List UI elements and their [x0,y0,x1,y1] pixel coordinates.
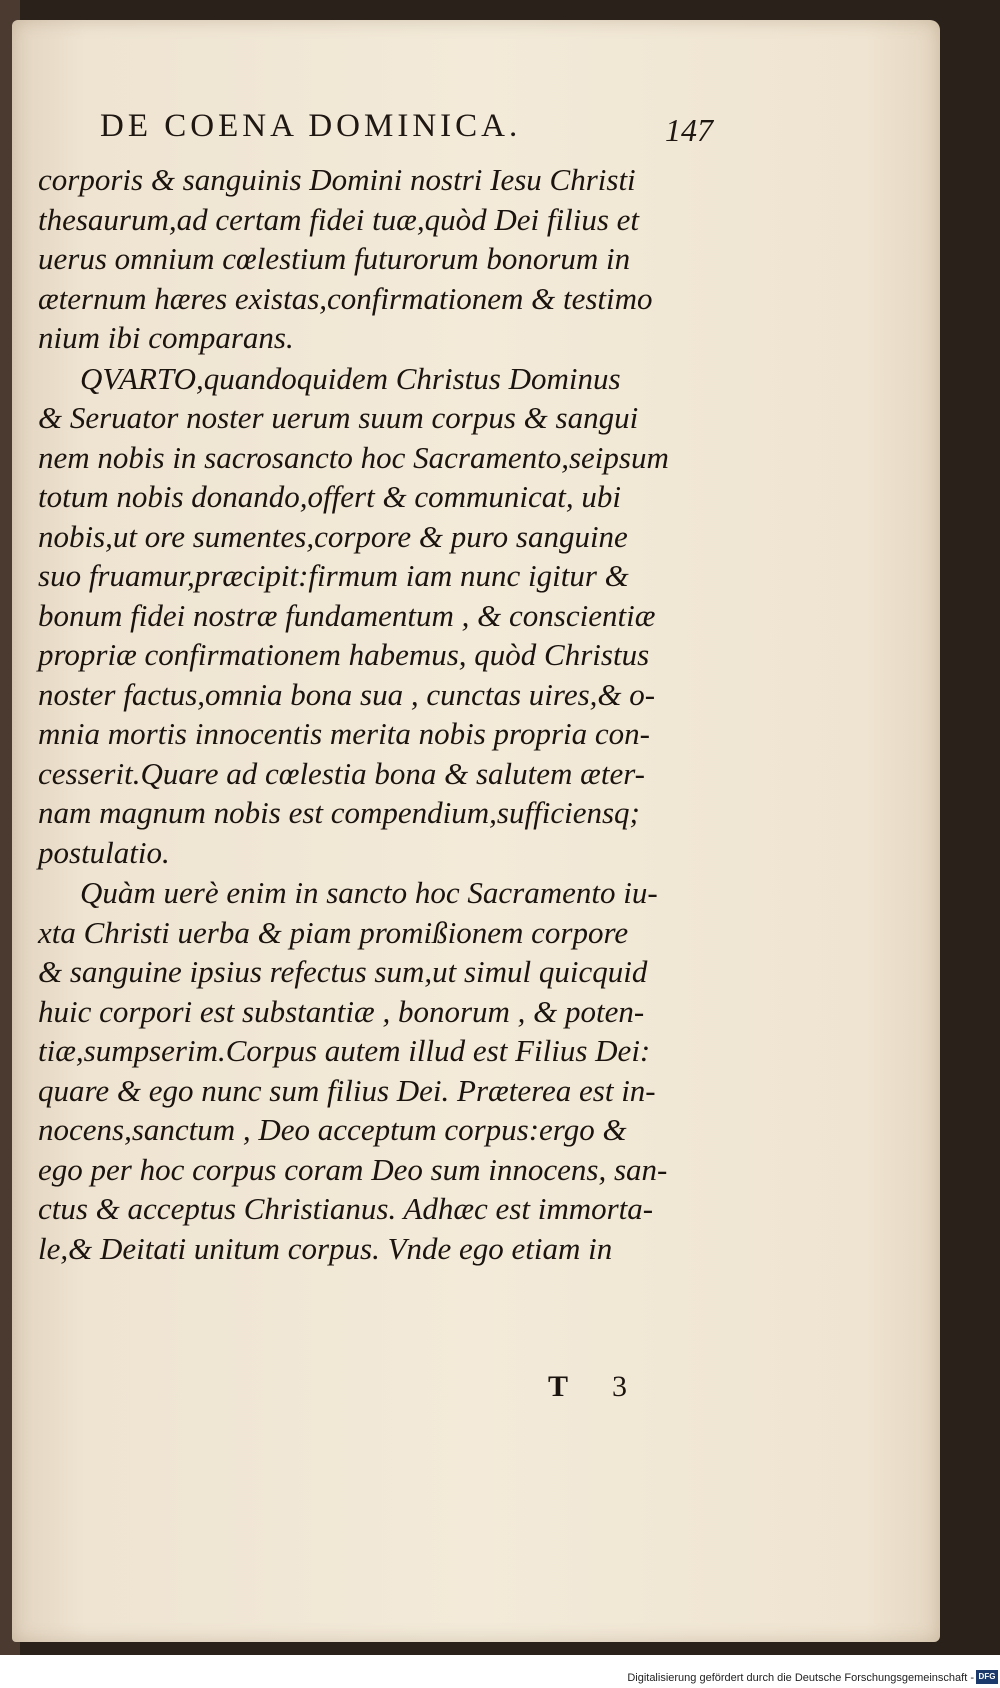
page-number: 147 [665,112,713,148]
text-line: nium ibi comparans. [38,320,294,355]
text-line: huic corpori est substantiæ , bonorum , & poten- [38,993,645,1029]
text-line: ctus & acceptus Christianus. Adhæc est immorta- [38,1191,654,1226]
text-line: ego per hoc corpus coram Deo sum innocens, san- [38,1151,668,1187]
text-line: uerus omnium cœlestium futurorum bonorum in [38,241,631,276]
text-line: propriæ confirmationem habemus, quòd Christus [38,637,650,672]
text-line: & sanguine ipsius refectus sum,ut simul quicquid [38,954,648,989]
text-line: nam magnum nobis est compendium,sufficiensq; [38,795,640,830]
text-line: le,& Deitati unitum corpus. Vnde ego etiam in [38,1230,613,1266]
text-line: suo fruamur,præcipit:firmum iam nunc igitur & [38,558,629,593]
signature-number: 3 [612,1370,628,1403]
text-line: æternum hæres existas,confirmationem & testimo [38,280,653,316]
text-line: mnia mortis innocentis merita nobis propria con- [38,716,650,751]
text-line: tiæ,sumpserim.Corpus autem illud est Filius Dei: [38,1033,651,1068]
paragraph-start-line: Quàm uerè enim in sancto hoc Sacramento iu- [80,875,658,910]
text-line: cesserit.Quare ad cœlestia bona & salutem æter- [38,755,645,791]
text-line: nocens,sanctum , Deo acceptum corpus:ergo & [38,1112,627,1147]
body-text [38,160,728,1268]
text-line: xta Christi uerba & piam promißionem corpore [38,914,629,950]
text-line: nem nobis in sacrosancto hoc Sacramento,seipsum [38,439,669,475]
text-line: quare & ego nunc sum filius Dei. Præterea est in- [38,1072,656,1108]
text-line: corporis & sanguinis Domini nostri Iesu Christi [38,162,636,197]
text-line: & Seruator noster uerum suum corpus & sangui [38,400,639,435]
text-line: postulatio. [38,834,170,870]
text-line: bonum fidei nostræ fundamentum , & conscientiæ [38,597,656,633]
signature-letter: T [548,1370,569,1403]
dfg-logo-icon: DFG [976,1670,998,1684]
text-line: totum nobis donando,offert & communicat, ubi [38,479,621,514]
text-line: nobis,ut ore sumentes,corpore & puro sanguine [38,518,628,554]
text-line: noster factus,omnia bona sua , cunctas uires,& o- [38,676,656,712]
footer-credit: Digitalisierung gefördert durch die Deutsche Forschungsgemeinschaft - [627,1672,974,1684]
signature-mark [548,1370,627,1404]
text-line: thesaurum,ad certam fidei tuæ,quòd Dei filius et [38,201,640,237]
paragraph-start-line: QVARTO,quandoquidem Christus Dominus [80,360,621,396]
running-head: DE COENA DOMINICA. [100,108,522,144]
